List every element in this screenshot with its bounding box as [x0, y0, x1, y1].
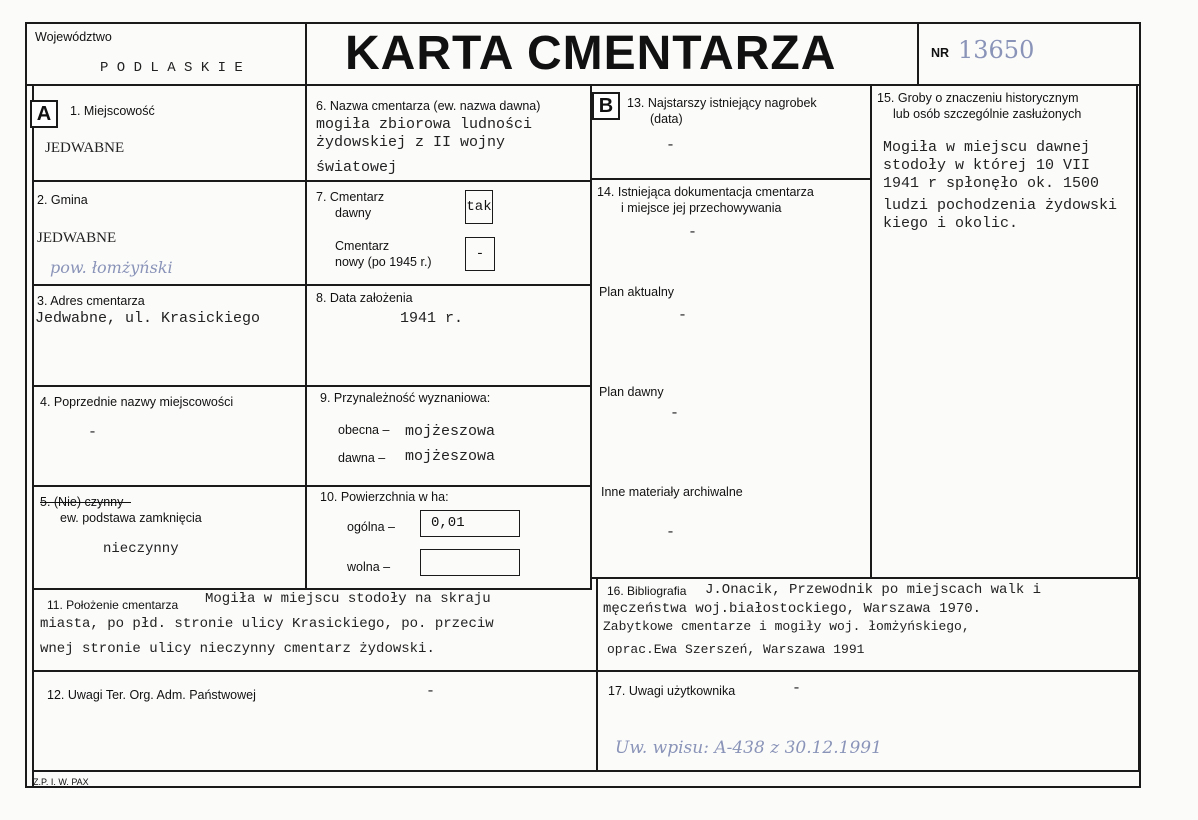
plan-dawny-value: - — [670, 405, 680, 422]
field-15-label: 15. Groby o znaczeniu historycznym — [877, 91, 1079, 105]
field-16-value-line: oprac.Ewa Szerszeń, Warszawa 1991 — [607, 642, 865, 657]
divider — [32, 385, 592, 387]
field-14-sublabel: i miejsce jej przechowywania — [621, 201, 782, 215]
field-6-label: 6. Nazwa cmentarza (ew. nazwa dawna) — [316, 99, 541, 113]
field-3-value: Jedwabne, ul. Krasickiego — [35, 310, 261, 327]
field-5-label: 5. (Nie) czynny - — [40, 495, 131, 509]
page-title: KARTA CMENTARZA — [345, 27, 837, 80]
field-10-ogolna-box: 0,01 — [420, 510, 520, 537]
field-4-label: 4. Poprzednie nazwy miejscowości — [40, 395, 234, 409]
field-14-value: - — [688, 224, 698, 241]
field-5-sublabel: ew. podstawa zamknięcia — [60, 511, 202, 525]
field-12-label: 12. Uwagi Ter. Org. Adm. Państwowej — [47, 688, 256, 702]
field-15-value-line: Mogiła w miejscu dawnej — [883, 139, 1091, 156]
field-2-label: 2. Gmina — [37, 193, 88, 207]
field-16-label: 16. Bibliografia — [607, 584, 687, 598]
field-15-value-line: stodoły w której 10 VII — [883, 157, 1091, 174]
field-16-value-line: J.Onacik, Przewodnik po miejscach walk i — [705, 582, 1042, 598]
field-9-obecna-value: mojżeszowa — [405, 423, 496, 440]
wojewodztwo-label: Województwo — [35, 30, 112, 44]
field-10-label: 10. Powierzchnia w ha: — [320, 490, 449, 504]
field-6-value-line: żydowskiej z II wojny — [316, 134, 506, 151]
divider — [32, 670, 1140, 672]
inne-materialy-label: Inne materiały archiwalne — [601, 485, 743, 499]
field-14-label: 14. Istniejąca dokumentacja cmentarza — [597, 185, 814, 199]
field-6-value-line: światowej — [316, 159, 398, 176]
field-7-nowy-sublabel: nowy (po 1945 r.) — [335, 255, 432, 269]
wojewodztwo-value: P O D L A S K I E — [100, 60, 243, 76]
field-3-label: 3. Adres cmentarza — [37, 294, 145, 308]
divider — [305, 84, 307, 590]
divider — [32, 284, 592, 286]
field-10-ogolna-label: ogólna – — [347, 520, 395, 534]
field-10-wolna-box — [420, 549, 520, 576]
divider — [590, 84, 592, 590]
divider — [305, 22, 307, 85]
field-12-value: - — [426, 683, 436, 700]
field-15-value-line: ludzi pochodzenia żydowski — [883, 197, 1118, 214]
plan-dawny-label: Plan dawny — [599, 385, 664, 399]
field-7-nowy-label: Cmentarz — [335, 239, 390, 253]
field-13-label: 13. Najstarszy istniejący nagrobek — [627, 96, 817, 110]
field-2-handwritten: pow. łomżyński — [50, 258, 173, 277]
field-1-label: 1. Miejscowość — [70, 104, 155, 118]
divider — [590, 178, 870, 180]
divider — [1138, 577, 1140, 772]
field-17-value: - — [792, 680, 802, 697]
field-17-handwritten: Uw. wpisu: A-438 z 30.12.1991 — [615, 738, 882, 758]
divider — [32, 180, 592, 182]
field-9-dawna-value: mojżeszowa — [405, 448, 496, 465]
field-4-value: - — [88, 424, 98, 441]
field-9-dawna-label: dawna – — [338, 451, 386, 465]
divider — [32, 485, 592, 487]
field-15-value-line: 1941 r spłonęło ok. 1500 — [883, 175, 1100, 192]
field-10-wolna-label: wolna – — [347, 560, 391, 574]
field-17-label: 17. Uwagi użytkownika — [608, 684, 736, 698]
field-7-dawny-label: dawny — [335, 206, 372, 220]
field-9-label: 9. Przynależność wyznaniowa: — [320, 391, 491, 405]
inne-materialy-value: - — [666, 524, 676, 541]
divider — [32, 588, 34, 788]
field-7-dawny-box: tak — [465, 190, 493, 224]
field-7-label: 7. Cmentarz — [316, 190, 385, 204]
field-15-sublabel: lub osób szczególnie zasłużonych — [893, 107, 1082, 121]
field-8-value: 1941 r. — [400, 310, 464, 327]
field-15-value-line: kiego i okolic. — [883, 215, 1019, 232]
field-11-value-line: miasta, po płd. stronie ulicy Krasickiego, po. przeciw — [40, 616, 494, 632]
field-13-value: - — [666, 137, 676, 154]
field-13-sublabel: (data) — [650, 112, 683, 126]
field-16-value-line: Zabytkowe cmentarze i mogiły woj. łomżyńskiego, — [603, 619, 970, 634]
field-6-value-line: mogiła zbiorowa ludności — [316, 116, 533, 133]
field-9-obecna-label: obecna – — [338, 423, 390, 437]
section-a-marker: A — [30, 100, 58, 128]
divider — [25, 84, 1141, 86]
field-11-value-line: wnej stronie ulicy nieczynny cmentarz żydowski. — [40, 641, 435, 657]
nr-label: NR — [931, 46, 950, 60]
divider — [32, 770, 1140, 772]
divider — [917, 22, 919, 85]
divider — [1136, 84, 1138, 578]
divider — [590, 577, 1140, 579]
field-1-value: JEDWABNE — [45, 140, 125, 156]
divider — [32, 84, 34, 590]
printer-mark: Z.P. I. W. PAX — [33, 777, 89, 787]
field-11-value-line: Mogiła w miejscu stodoły na skraju — [205, 591, 491, 607]
field-8-label: 8. Data założenia — [316, 291, 413, 305]
field-11-label: 11. Położenie cmentarza — [47, 598, 179, 612]
field-16-value-line: męczeństwa woj.białostockiego, Warszawa 1970. — [603, 601, 982, 617]
field-5-value: nieczynny — [103, 541, 179, 557]
divider — [32, 588, 592, 590]
divider — [870, 84, 872, 578]
field-7-nowy-box: - — [465, 237, 495, 271]
section-b-marker: B — [592, 92, 620, 120]
field-2-value: JEDWABNE — [37, 230, 117, 246]
divider — [596, 577, 598, 772]
plan-aktualny-value: - — [678, 307, 688, 324]
nr-value: 13650 — [958, 36, 1035, 64]
plan-aktualny-label: Plan aktualny — [599, 285, 675, 299]
